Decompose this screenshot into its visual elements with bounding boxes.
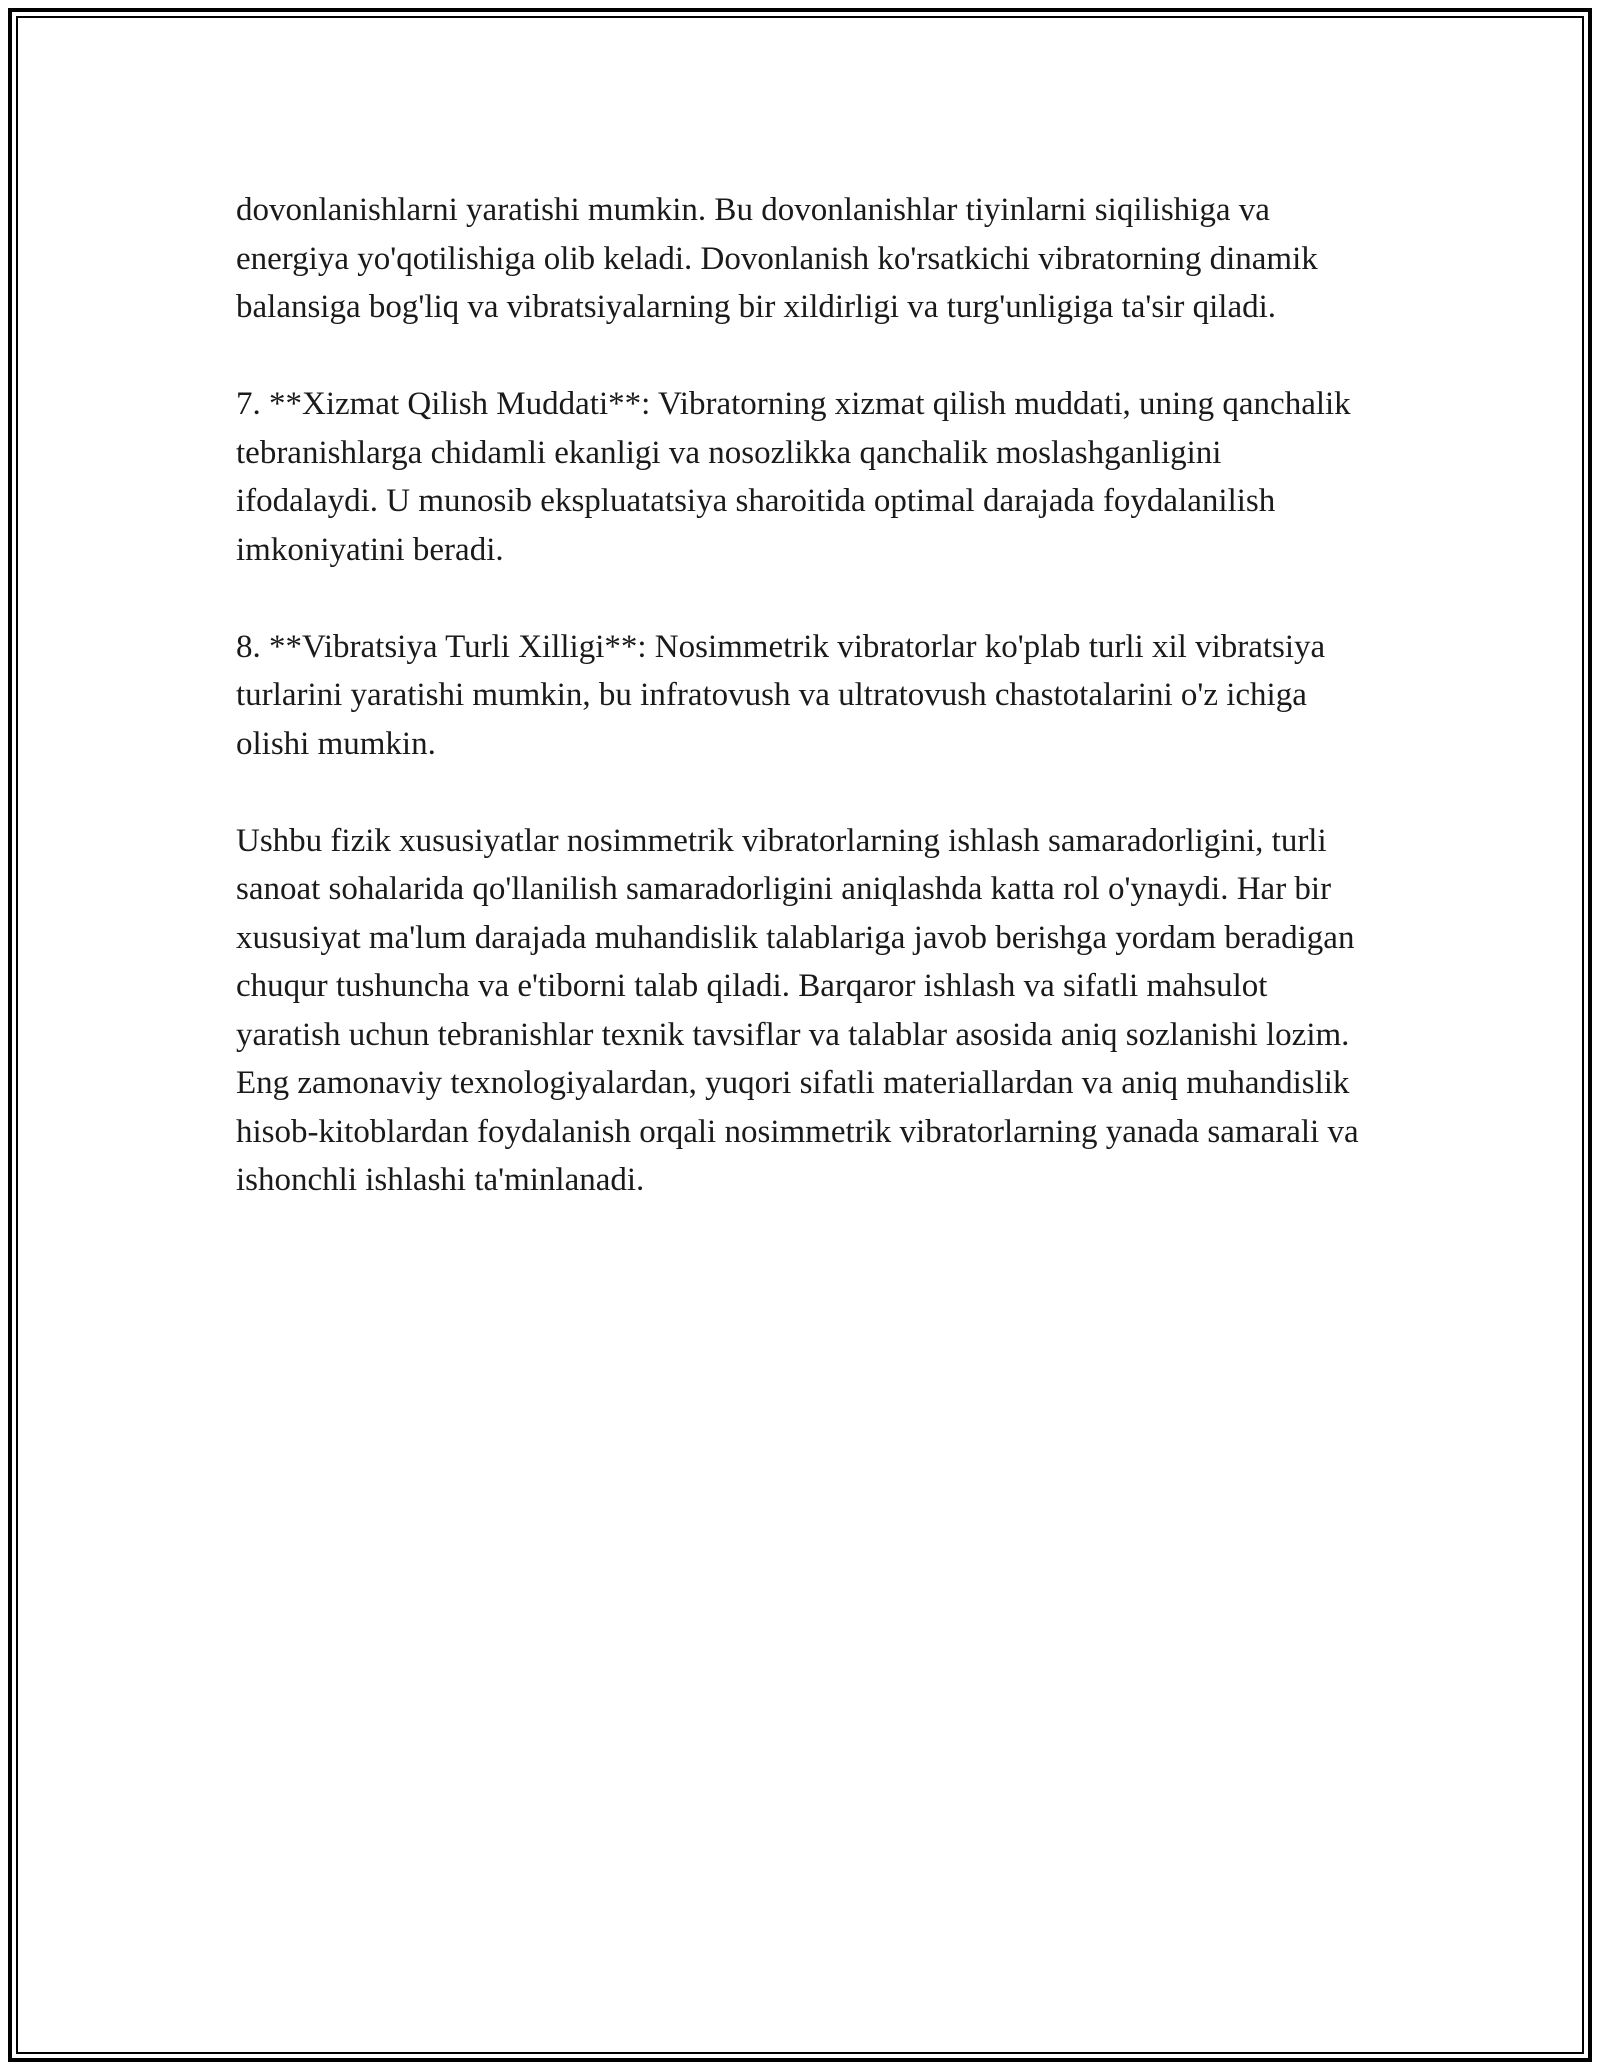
paragraph-conclusion: Ushbu fizik xususiyatlar nosimmetrik vibratorlarning ishlash samaradorligini, turli sanoat sohalarida qo'llanilish samaradorligini aniqlashda katta rol o'ynaydi. Har bir xususiyat ma'lum darajada muhandislik talablariga javob berishga yordam beradigan chuqur tushuncha va e'tiborni talab qiladi. Barqaror ishlash va sifatli mahsulot yaratish uchun tebranishlar texnik tavsiflar va talablar asosida aniq sozlanishi lozim. Eng zamonaviy texnologiyalardan, yuqori sifatli materiallardan va aniq muhandislik hisob-kitoblardan foydalanish orqali nosimmetrik vibratorlarning yanada samarali va ishonchli ishlashi ta'minlanadi. <box>236 822 1359 1198</box>
document-body <box>236 186 1366 1253</box>
paragraph-item-7-service-life: 7. **Xizmat Qilish Muddati**: Vibratorning xizmat qilish muddati, uning qanchalik tebranishlarga chidamli ekanligi va nosozlikka qanchalik moslashganligini ifodalaydi. U munosib ekspluatatsiya sharoitida optimal darajada foydalanilish imkoniyatini beradi. <box>236 386 1351 568</box>
paragraph-item-8-vibration-variety: 8. **Vibratsiya Turli Xilligi**: Nosimmetrik vibratorlar ko'plab turli xil vibratsiya turlarini yaratishi mumkin, bu infratovush va ultratovush chastotalarini o'z ichiga olishi mumkin. <box>236 628 1326 762</box>
paragraph-dovonlanish-continuation: dovonlanishlarni yaratishi mumkin. Bu dovonlanishlar tiyinlarni siqilishiga va energiya yo'qotilishiga olib keladi. Dovonlanish ko'rsatkichi vibratorning dinamik balansiga bog'liq va vibratsiyalarning bir xildirligi va turg'unligiga ta'sir qiladi. <box>236 192 1318 325</box>
